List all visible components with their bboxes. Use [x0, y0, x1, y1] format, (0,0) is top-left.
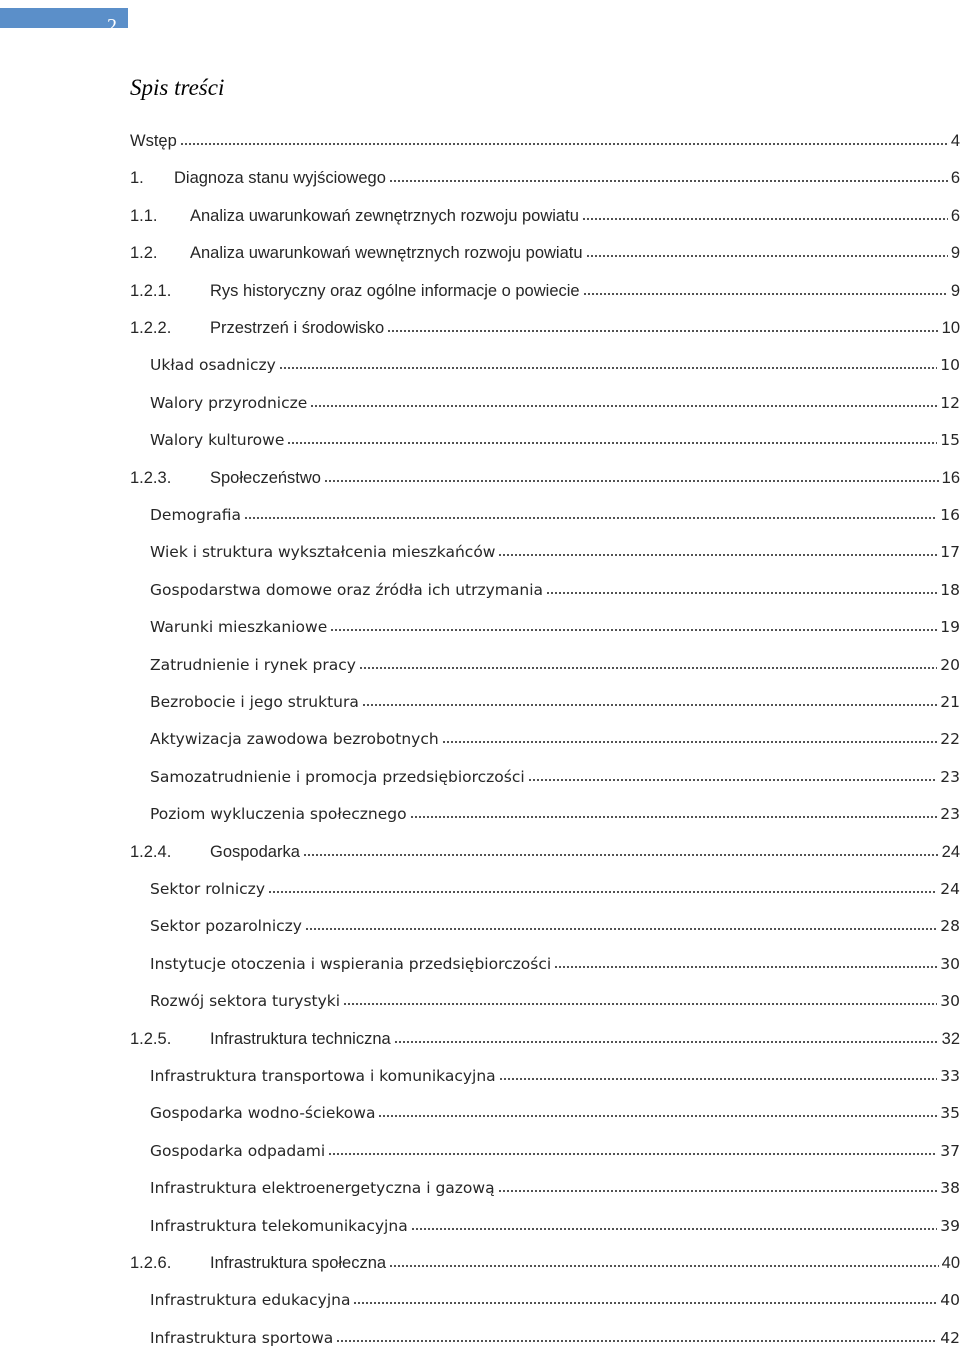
- toc-entry-page: 21: [940, 693, 960, 711]
- toc-entry[interactable]: [0, 720, 960, 757]
- toc-entry-label: Infrastruktura sportowa: [150, 1328, 334, 1347]
- toc-entry-page: 9: [950, 244, 960, 263]
- toc-entry-page: 18: [940, 580, 960, 599]
- toc-entry[interactable]: [0, 982, 960, 1019]
- toc-entry-label: Gospodarka: [210, 842, 300, 861]
- toc-entry-label: Walory przyrodnicze: [150, 393, 308, 412]
- toc-entry[interactable]: [0, 1207, 960, 1244]
- toc-entry-label: Poziom wykluczenia społecznego: [150, 805, 407, 824]
- dot-leader: [310, 404, 937, 408]
- toc-entry-label: Walory kulturowe: [150, 431, 285, 450]
- toc-entry[interactable]: [0, 272, 960, 309]
- toc-entry-page: 39: [940, 1216, 960, 1235]
- dot-leader: [303, 853, 939, 857]
- toc-entry-page: 10: [941, 319, 960, 337]
- toc-entry-page: 32: [941, 1029, 960, 1048]
- dot-leader: [583, 292, 948, 296]
- toc-entry[interactable]: [0, 571, 960, 608]
- dot-leader: [498, 553, 937, 557]
- toc-entry-page: 40: [940, 1291, 960, 1310]
- toc-entry-page: 30: [940, 992, 960, 1011]
- toc-entry[interactable]: [0, 1094, 960, 1131]
- dot-leader: [268, 890, 937, 894]
- toc-entry-label: Zatrudnienie i rynek pracy: [150, 655, 356, 674]
- toc-entry-page: 42: [940, 1328, 960, 1347]
- toc-entry-label: Analiza uwarunkowań zewnętrznych rozwoju powiatu: [190, 206, 579, 225]
- toc-entry-page: 10: [940, 356, 960, 375]
- toc-entry-number: 1.1.: [130, 206, 158, 225]
- toc-entry-page: 30: [940, 954, 960, 973]
- dot-leader: [410, 815, 938, 819]
- dot-leader: [586, 254, 948, 258]
- toc-entry-label: Warunki mieszkaniowe: [150, 618, 328, 637]
- toc-entry-page: 9: [950, 281, 960, 300]
- dot-leader: [330, 628, 937, 632]
- toc-entry-label: Społeczeństwo: [210, 468, 321, 487]
- toc-entry-page: 16: [940, 506, 960, 524]
- toc-entry-label: Infrastruktura transportowa i komunikacyjna: [150, 1067, 496, 1085]
- dot-leader: [324, 479, 939, 483]
- toc-entry-label: Sektor pozarolniczy: [150, 917, 302, 936]
- dot-leader: [411, 1227, 938, 1231]
- toc-entry-page: 37: [940, 1141, 960, 1160]
- dot-leader: [343, 1002, 937, 1006]
- toc-entry-page: 23: [940, 805, 960, 824]
- toc-entry-label: Gospodarstwa domowe oraz źródła ich utrzymania: [150, 580, 544, 599]
- toc-entry[interactable]: [0, 421, 960, 458]
- toc-entry-label: Przestrzeń i środowisko: [210, 319, 385, 337]
- toc-entry-label: Infrastruktura edukacyjna: [150, 1291, 351, 1310]
- dot-leader: [582, 217, 948, 221]
- toc-entry-number: 1.2.3.: [130, 468, 172, 487]
- toc-entry-number: 1.: [130, 169, 144, 188]
- toc-entry[interactable]: [0, 646, 960, 683]
- toc-entry-label: Infrastruktura telekomunikacyjna: [150, 1216, 408, 1235]
- toc-entry-number: 1.2.2.: [130, 319, 172, 337]
- toc-entry-label: Infrastruktura elektroenergetyczna i gazową: [150, 1179, 495, 1198]
- toc-entry[interactable]: [0, 384, 960, 421]
- toc-title: Spis treści: [130, 75, 225, 100]
- toc-entry[interactable]: [0, 309, 960, 346]
- toc-entry-number: 1.2.6.: [130, 1254, 172, 1272]
- dot-leader: [244, 516, 937, 520]
- toc-entry-number: 1.2.1.: [130, 281, 172, 300]
- toc-entry-page: 23: [940, 767, 960, 786]
- toc-entry[interactable]: [0, 870, 960, 907]
- toc-entry[interactable]: [0, 1132, 960, 1169]
- toc-entry-page: 28: [940, 917, 960, 936]
- dot-leader: [389, 179, 948, 183]
- dot-leader: [442, 740, 938, 744]
- dot-leader: [378, 1114, 937, 1118]
- toc-entry[interactable]: [0, 346, 960, 383]
- dot-leader: [554, 965, 937, 969]
- dot-leader: [498, 1189, 938, 1193]
- toc-entry[interactable]: [0, 608, 960, 645]
- dot-leader: [362, 703, 937, 707]
- toc-entry-page: 6: [950, 206, 960, 225]
- toc-entry-page: 20: [940, 655, 960, 674]
- toc-entry[interactable]: [0, 159, 960, 196]
- toc-entry-label: Analiza uwarunkowań wewnętrznych rozwoju powiatu: [190, 244, 583, 263]
- toc-entry-page: 40: [941, 1254, 960, 1272]
- page-number-bar: [0, 8, 128, 37]
- toc-entry[interactable]: [0, 197, 960, 234]
- dot-leader: [499, 1077, 938, 1081]
- toc-entry-label: Demografia: [150, 506, 242, 524]
- toc-entry-page: 6: [950, 169, 960, 188]
- toc-entry[interactable]: [0, 1281, 960, 1318]
- toc-entry-page: 15: [940, 431, 960, 450]
- toc-entry-label: Gospodarka odpadami: [150, 1141, 326, 1160]
- toc-entry-page: 22: [940, 730, 960, 749]
- dot-leader: [359, 666, 937, 670]
- dot-leader: [394, 1040, 939, 1044]
- toc-entry-number: 1.2.4.: [130, 842, 172, 861]
- toc-entry-label: Aktywizacja zawodowa bezrobotnych: [150, 730, 439, 749]
- dot-leader: [279, 366, 937, 370]
- toc-entry-label: Bezrobocie i jego struktura: [150, 693, 359, 711]
- toc-entry[interactable]: [0, 1169, 960, 1206]
- toc-entry[interactable]: [0, 122, 960, 159]
- toc-entry-page: 12: [940, 393, 960, 412]
- toc-entry[interactable]: [0, 683, 960, 720]
- toc-entry[interactable]: [0, 1057, 960, 1094]
- toc-entry-page: 19: [940, 618, 960, 637]
- toc-entry[interactable]: [0, 459, 960, 496]
- toc-entry[interactable]: [0, 496, 960, 533]
- dot-leader: [180, 142, 948, 146]
- toc-entry-label: Infrastruktura społeczna: [210, 1254, 387, 1272]
- toc-entry-number: 1.2.: [130, 244, 158, 263]
- toc-entry[interactable]: [0, 1020, 960, 1057]
- toc-entry-number: 1.2.5.: [130, 1029, 172, 1048]
- toc-entry-page: 16: [941, 468, 960, 487]
- toc-entry-page: 17: [940, 543, 960, 562]
- toc-entry[interactable]: [0, 945, 960, 982]
- toc-entry-label: Układ osadniczy: [150, 356, 276, 375]
- toc-entry[interactable]: [0, 795, 960, 832]
- toc-entry-label: Wstęp: [130, 132, 177, 150]
- toc-entry[interactable]: [0, 234, 960, 271]
- dot-leader: [546, 591, 937, 595]
- dot-leader: [353, 1301, 937, 1305]
- toc-entry[interactable]: [0, 533, 960, 570]
- dot-leader: [387, 329, 938, 333]
- toc-entry-page: 24: [941, 842, 960, 861]
- toc-entry-label: Samozatrudnienie i promocja przedsiębiorczości: [150, 767, 525, 786]
- toc-entry-label: Infrastruktura techniczna: [210, 1029, 391, 1048]
- dot-leader: [336, 1339, 937, 1343]
- toc-entry-page: 33: [940, 1067, 960, 1085]
- toc-entry-label: Instytucje otoczenia i wspierania przedsiębiorczości: [150, 954, 552, 973]
- toc-entry[interactable]: [0, 1319, 960, 1356]
- toc-entry[interactable]: [0, 1244, 960, 1281]
- toc-entry-page: 38: [940, 1179, 960, 1198]
- toc-entry-label: Sektor rolniczy: [150, 880, 265, 898]
- toc-entry-label: Rys historyczny oraz ogólne informacje o powiecie: [210, 281, 580, 300]
- toc-entry-page: 24: [940, 880, 960, 898]
- toc-entry[interactable]: [0, 907, 960, 944]
- dot-leader: [528, 778, 938, 782]
- toc-entry-label: Wiek i struktura wykształcenia mieszkańców: [150, 543, 496, 562]
- dot-leader: [287, 441, 937, 445]
- dot-leader: [305, 927, 937, 931]
- toc-entry-label: Gospodarka wodno-ściekowa: [150, 1104, 376, 1123]
- toc-entry[interactable]: [0, 758, 960, 795]
- toc-entry-page: 4: [950, 132, 960, 150]
- toc-entry[interactable]: [0, 833, 960, 870]
- toc-entry-label: Diagnoza stanu wyjściowego: [174, 169, 386, 188]
- toc-entry-page: 35: [940, 1104, 960, 1123]
- dot-leader: [389, 1264, 939, 1268]
- page-number: 2: [107, 15, 117, 37]
- toc-entry-label: Rozwój sektora turystyki: [150, 992, 341, 1011]
- dot-leader: [328, 1152, 937, 1156]
